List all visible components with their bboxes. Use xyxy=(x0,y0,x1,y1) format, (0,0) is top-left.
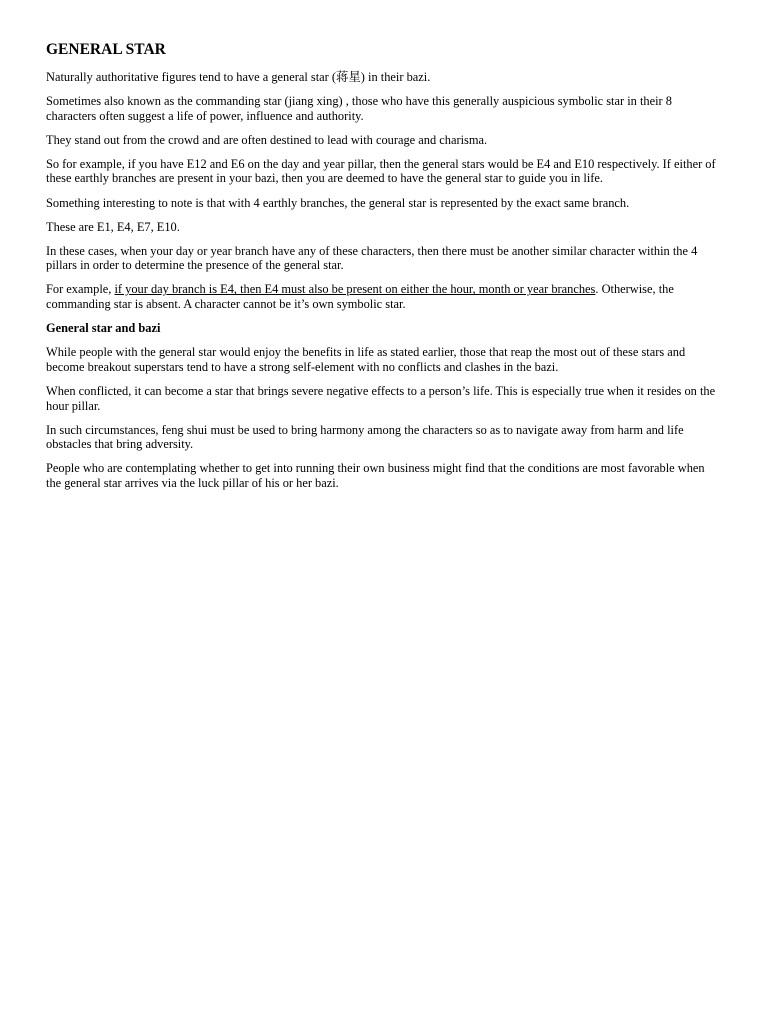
underlined-example-text: if your day branch is E4, then E4 must also be present on either the hour, month or year branches xyxy=(114,282,596,297)
document-title: GENERAL STAR xyxy=(46,41,166,58)
paragraph-commanding-star: Sometimes also known as the commanding star (jiang xing) , those who have this generally auspicious symbolic star in their 8 characters often suggest a life of power, influence and authority. xyxy=(46,94,672,123)
paragraph-stand-out: They stand out from the crowd and are often destined to lead with courage and charisma. xyxy=(46,132,488,147)
example-lead-text: For example, xyxy=(46,282,115,297)
paragraph-branch-list: These are E1, E4, E7, E10. xyxy=(46,219,180,234)
paragraph-example-pillars: So for example, if you have E12 and E6 on the day and year pillar, then the general stars would be E4 and E10 respectively. If either of these earthly branches are present in your bazi, then you are deemed to have the general star to guide you in life. xyxy=(46,156,716,186)
paragraph-similar-character: In these cases, when your day or year branch have any of these characters, then there must be another similar character within the 4 pillars in order to determine the presence of the general star. xyxy=(46,243,698,273)
paragraph-conflicted: When conflicted, it can become a star that brings severe negative effects to a person’s life. This is especially true when it resides on the hour pillar. xyxy=(46,383,716,413)
paragraph-business: People who are contemplating whether to get into running their own business might find that the conditions are most favorable when the general star arrives via the luck pillar of his or her bazi. xyxy=(46,461,705,490)
paragraph-same-branch: Something interesting to note is that with 4 earthly branches, the general star is represented by the exact same branch. xyxy=(46,195,630,210)
paragraph-day-branch-example xyxy=(46,282,722,311)
paragraph-feng-shui: In such circumstances, feng shui must be used to bring harmony among the characters so as to navigate away from harm and life obstacles that bring adversity. xyxy=(46,422,684,452)
document-page xyxy=(46,40,722,500)
paragraph-benefits: While people with the general star would enjoy the benefits in life as stated earlier, those that reap the most out of these stars and become breakout superstars tend to have a strong self-element with no conflicts and clashes in the bazi. xyxy=(46,345,686,374)
example-trailing-text: . Otherwise, the commanding star is absent. A character cannot be it’s own symbolic star. xyxy=(46,282,674,312)
section-heading-general-star-bazi: General star and bazi xyxy=(46,321,161,336)
paragraph-intro: Naturally authoritative figures tend to have a general star (蒋星) in their bazi. xyxy=(46,70,431,84)
